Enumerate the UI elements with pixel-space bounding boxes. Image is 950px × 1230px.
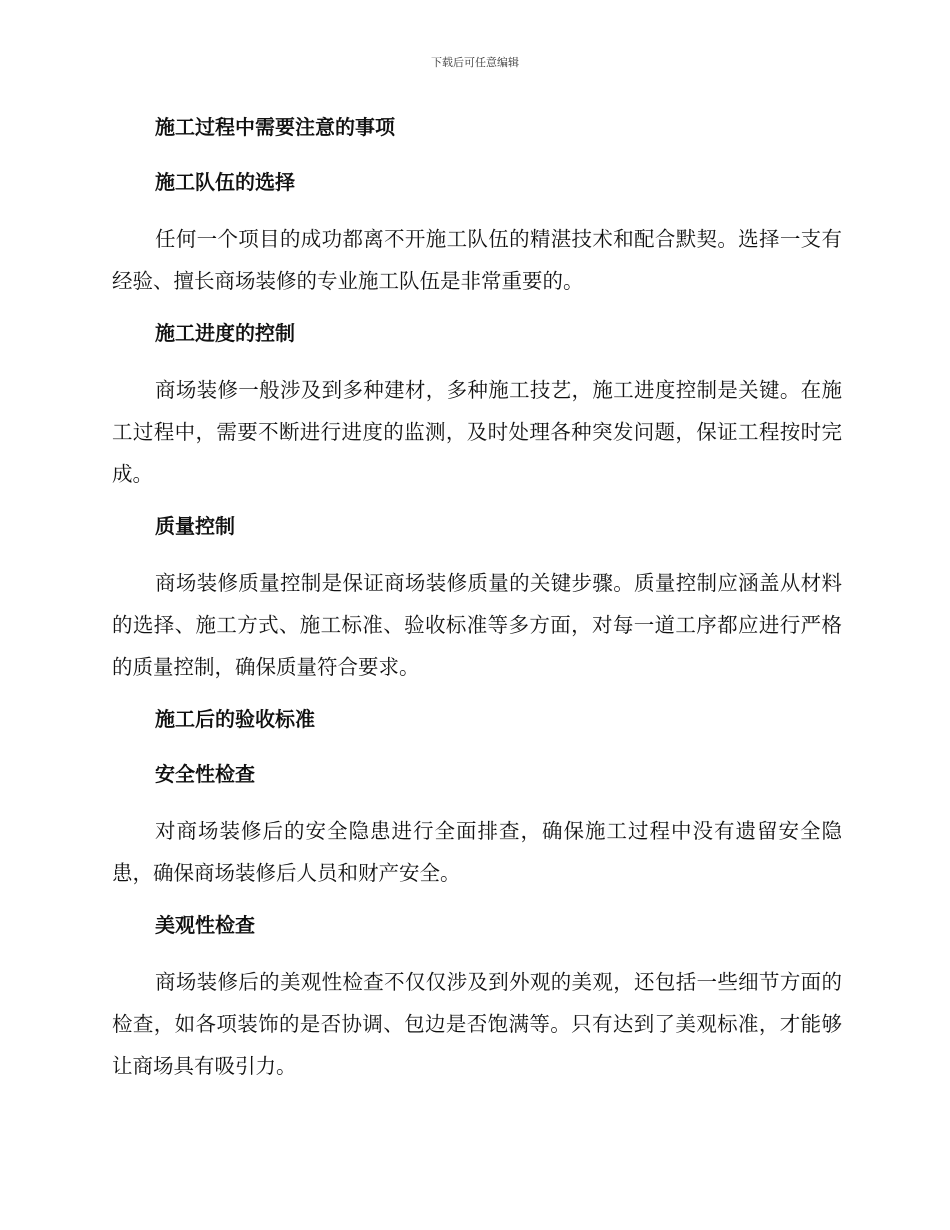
section-heading: 安全性检查 [155, 762, 255, 786]
section-heading: 施工后的验收标准 [155, 707, 315, 731]
body-paragraph: 商场装修后的美观性检查不仅仅涉及到外观的美观，还包括一些细节方面的检查，如各项装饰的是否协调、包边是否饱满等。只有达到了美观标准，才能够让商场具有吸引力。 [112, 970, 842, 1078]
section-heading: 质量控制 [155, 514, 235, 538]
section-heading: 施工队伍的选择 [155, 170, 295, 194]
document-body [112, 108, 842, 1099]
body-paragraph: 商场装修质量控制是保证商场装修质量的关键步骤。质量控制应涵盖从材料的选择、施工方式、施工标准、验收标准等多方面，对每一道工序都应进行严格的质量控制，确保质量符合要求。 [112, 571, 842, 679]
page-header: 下载后可任意编辑 [431, 56, 519, 69]
body-paragraph: 对商场装修后的安全隐患进行全面排查，确保施工过程中没有遗留安全隐患，确保商场装修后人员和财产安全。 [112, 819, 842, 885]
section-heading: 施工进度的控制 [155, 321, 295, 345]
body-paragraph: 任何一个项目的成功都离不开施工队伍的精湛技术和配合默契。选择一支有经验、擅长商场装修的专业施工队伍是非常重要的。 [112, 227, 842, 293]
body-paragraph: 商场装修一般涉及到多种建材，多种施工技艺，施工进度控制是关键。在施工过程中，需要不断进行进度的监测，及时处理各种突发问题，保证工程按时完成。 [112, 378, 842, 486]
section-heading: 美观性检查 [155, 913, 255, 937]
section-heading: 施工过程中需要注意的事项 [155, 115, 395, 139]
